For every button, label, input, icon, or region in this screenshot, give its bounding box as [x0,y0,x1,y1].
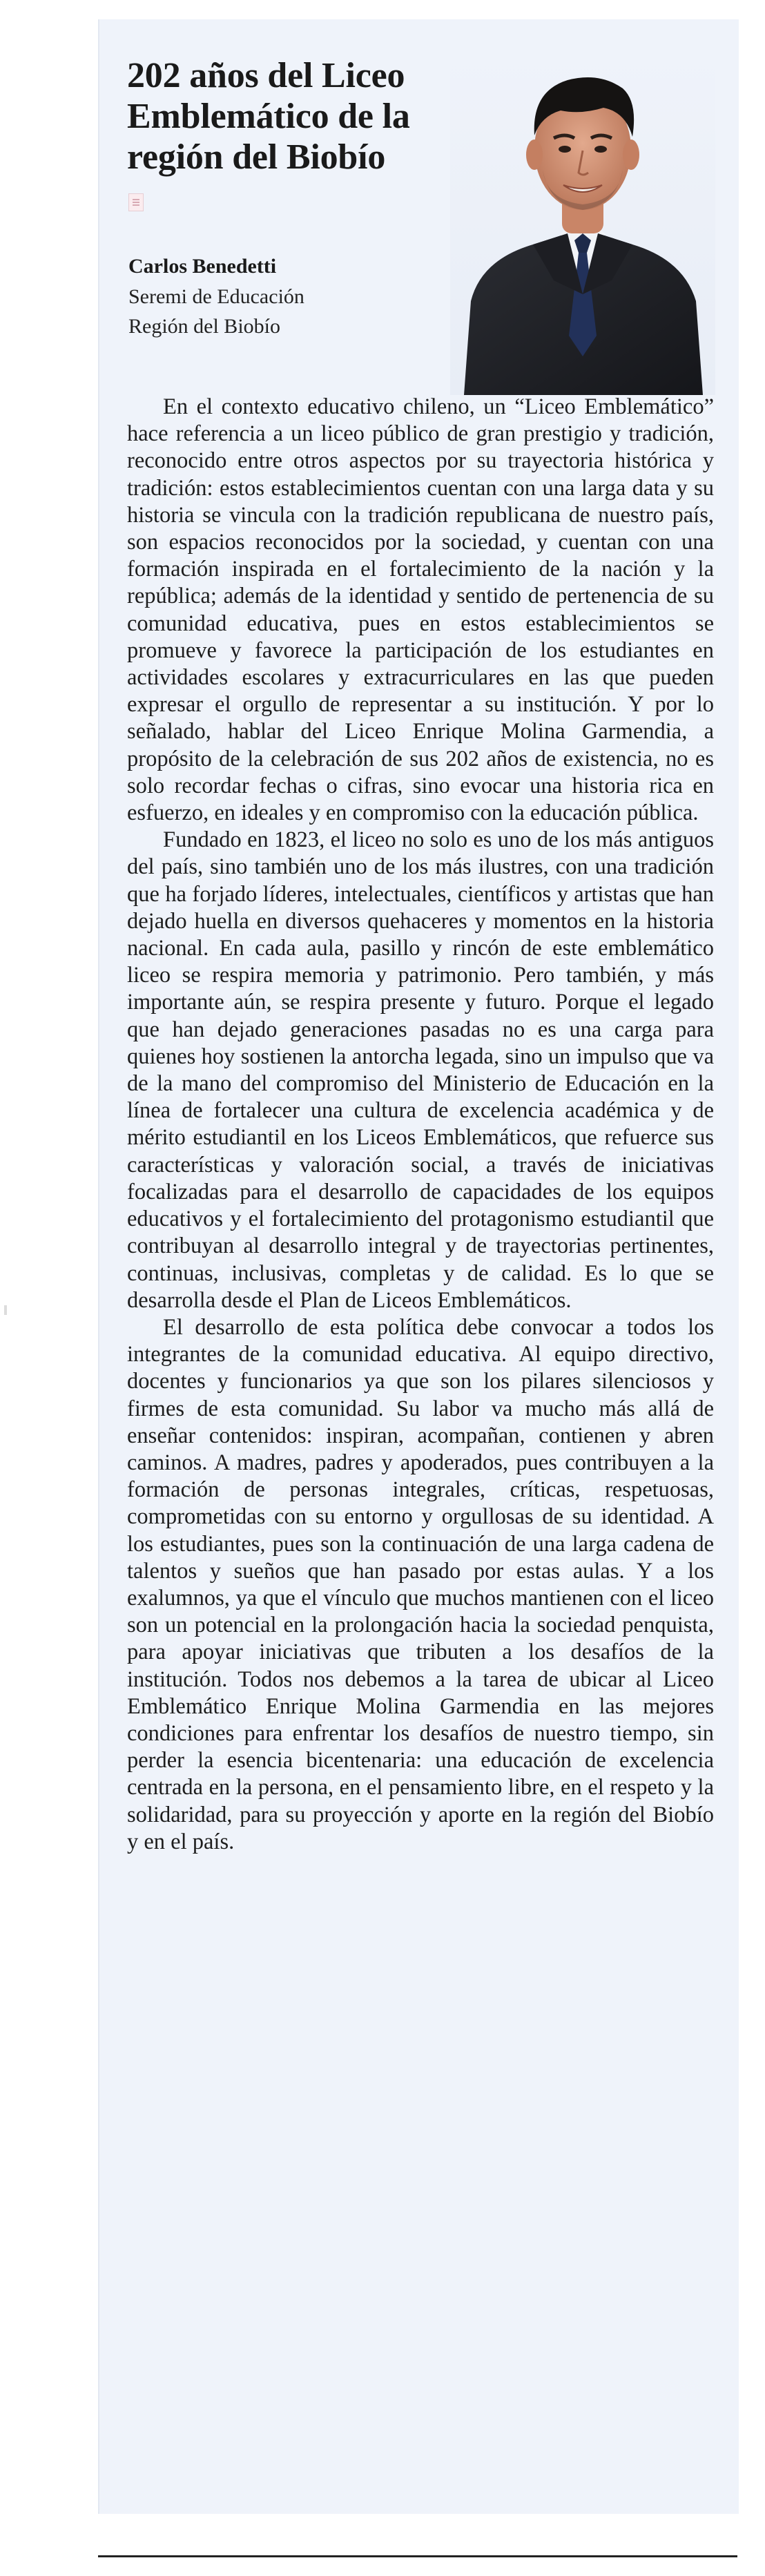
author-role: Seremi de Educación [128,285,304,308]
opinion-column [98,19,739,2514]
author-portrait-illustration [450,52,715,395]
bottom-divider [98,2555,737,2557]
paragraph-2: Fundado en 1823, el liceo no solo es uno de los más antiguos del país, sino también uno de los más ilustres, con una tradición que ha forjado líderes, intelectuales, científicos y artistas que han dejado huella en diversos quehaceres y momentos en la historia nacional. En cada aula, pasillo y rincón de este emblemático liceo se respira memoria y patrimonio. Pero también, y más importante aún, se respira presente y futuro. Porque el legado que han dejado generaciones pasadas no es una carga para quienes hoy sostienen la antorcha legada, sino un impulso que va de la mano del compromiso del Ministerio de Educación en la línea de fortalecer una cultura de excelencia académica y de mérito estudiantil en los Liceos Emblemáticos, que refuerce sus características y valoración social, a través de iniciativas focalizadas para el desarrollo de capacidades de los equipos educativos y el fortalecimiento del protagonismo estudiantil que contribuyan al desarrollo integral y de trayectorias pertinentes, continuas, inclusivas, completas y de calidad. Es lo que se desarrolla desde el Plan de Liceos Emblemáticos. [127,827,714,1313]
scan-mark [4,1305,7,1315]
document-thumbnail-icon [128,193,144,211]
article-title: 202 años del Liceo Emblemático de la región del Biobío [127,56,410,177]
author-region: Región del Biobío [128,315,280,338]
author-photo [450,52,715,395]
author-byline [128,251,405,341]
author-name: Carlos Benedetti [128,255,277,278]
paragraph-1: En el contexto educativo chileno, un “Liceo Emblemático” hace referencia a un liceo público de gran prestigio y tradición, reconocido entre otros aspectos por su trayectoria histórica y tradición: estos establecimientos cuentan con una larga data y su historia se vincula con la tradición republicana de nuestro país, son espacios reconocidos por la sociedad, y cuentan con una formación inspirada en el fortalecimiento de la nación y la república; además de la identidad y sentido de pertenencia de su comunidad educativa, pues en estos establecimientos se promueve y favorece la participación de los estudiantes en actividades escolares y extracurriculares en las que pueden expresar el orgullo de representar a su institución. Y por lo señalado, hablar del Liceo Enrique Molina Garmendia, a propósito de la celebración de sus 202 años de existencia, no es solo recordar fechas o cifras, sino evocar una historia rica en esfuerzo, en ideales y en compromiso con la educación pública. [127,394,714,826]
paragraph-3: El desarrollo de esta política debe convocar a todos los integrantes de la comunidad educativa. Al equipo directivo, docentes y funcionarios ya que son los pilares silenciosos y firmes de esta comunidad. Su labor va mucho más allá de enseñar contenidos: inspiran, acompañan, contienen y abren caminos. A madres, padres y apoderados, pues contribuyen a la formación de personas integrales, críticas, respetuosas, comprometidas con su entorno y orgullosas de su identidad. A los estudiantes, pues son la continuación de una larga cadena de talentos y sueños que han pasado por estas aulas. Y a los exalumnos, ya que el vínculo que muchos mantienen con el liceo son un potencial en la prolongación hacia la sociedad penquista, para apoyar iniciativas que tributen a los desafíos de la institución. Todos nos debemos a la tarea de ubicar al Liceo Emblemático Enrique Molina Garmendia en las mejores condiciones para enfrentar los desafíos de nuestro tiempo, sin perder la esencia bicentenaria: una educación de excelencia centrada en la persona, en el pensamiento libre, en el respeto y la solidaridad, para su proyección y aporte en la región del Biobío y en el país. [127,1314,714,1854]
article-body [127,394,714,1856]
